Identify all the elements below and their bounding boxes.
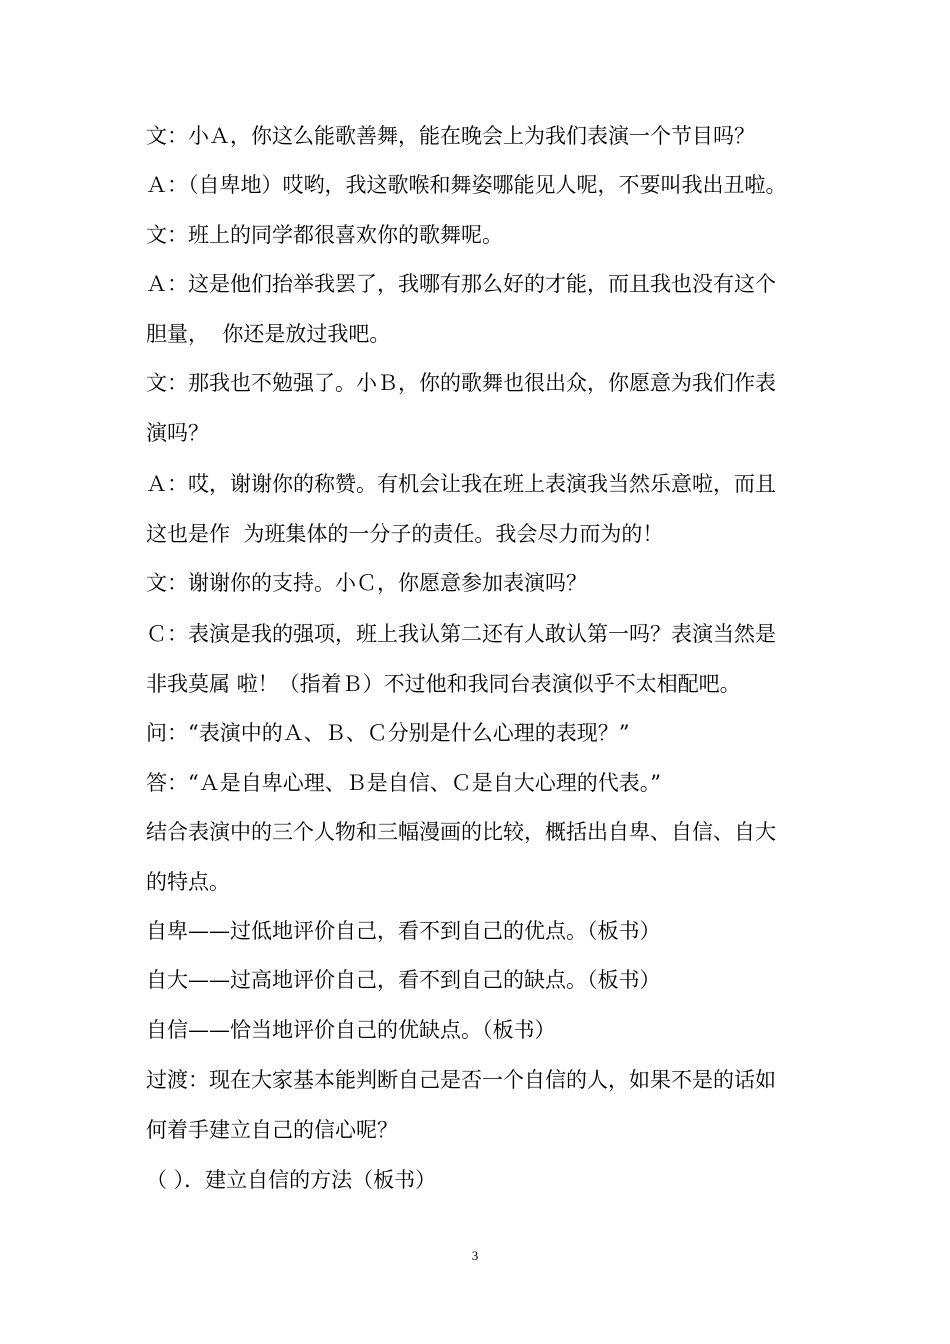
text-line: 胆量， 你还是放过我吧。 (146, 322, 391, 346)
page-number: 3 (471, 1248, 479, 1263)
text-line: 这也是作 为班集体的一分子的责任。我会尽力而为的！ (146, 522, 664, 546)
text-line: Ａ：哎，谢谢你的称赞。有机会让我在班上表演我当然乐意啦，而且 (146, 472, 776, 496)
text-line: 非我莫属 啦！（指着Ｂ）不过他和我同台表演似乎不太相配吧。 (146, 672, 741, 696)
text-line: 文：谢谢你的支持。小Ｃ，你愿意参加表演吗？ (146, 571, 587, 595)
text-line: 文：那我也不勉强了。小Ｂ，你的歌舞也很出众，你愿意为我们作表 (146, 371, 776, 395)
text-line: 答：“Ａ是自卑心理、Ｂ是自信、Ｃ是自大心理的代表。” (146, 771, 661, 795)
text-line: 问：“表演中的Ａ、Ｂ、Ｃ分别是什么心理的表现？” (146, 721, 630, 745)
text-line: 结合表演中的三个人物和三幅漫画的比较，概括出自卑、自信、自大 (146, 820, 776, 844)
text-line: 的特点。 (146, 870, 230, 894)
text-line: 自卑——过低地评价自己，看不到自己的优点。（板书） (146, 919, 661, 943)
text-line: Ａ：（自卑地）哎哟，我这歌喉和舞姿哪能见人呢，不要叫我出丑啦。 (146, 173, 787, 197)
text-line: Ａ：这是他们抬举我罢了，我哪有那么好的才能，而且我也没有这个 (146, 272, 776, 296)
text-line: （ ）．建立自信的方法（板书） (146, 1168, 437, 1192)
text-line: 演吗？ (146, 421, 209, 445)
text-line: 自大——过高地评价自己，看不到自己的缺点。（板书） (146, 968, 661, 992)
text-line: 何着手建立自己的信心呢？ (146, 1118, 398, 1142)
text-line: 过渡：现在大家基本能判断自己是否一个自信的人，如果不是的话如 (146, 1068, 776, 1092)
text-line: 文：班上的同学都很喜欢你的歌舞呢。 (146, 223, 503, 247)
text-line: 文：小Ａ，你这么能歌善舞，能在晚会上为我们表演一个节目吗？ (146, 124, 755, 148)
text-line: 自信——恰当地评价自己的优缺点。（板书） (146, 1018, 556, 1042)
text-line: Ｃ：表演是我的强项，班上我认第二还有人敢认第一吗？表演当然是 (146, 622, 776, 646)
